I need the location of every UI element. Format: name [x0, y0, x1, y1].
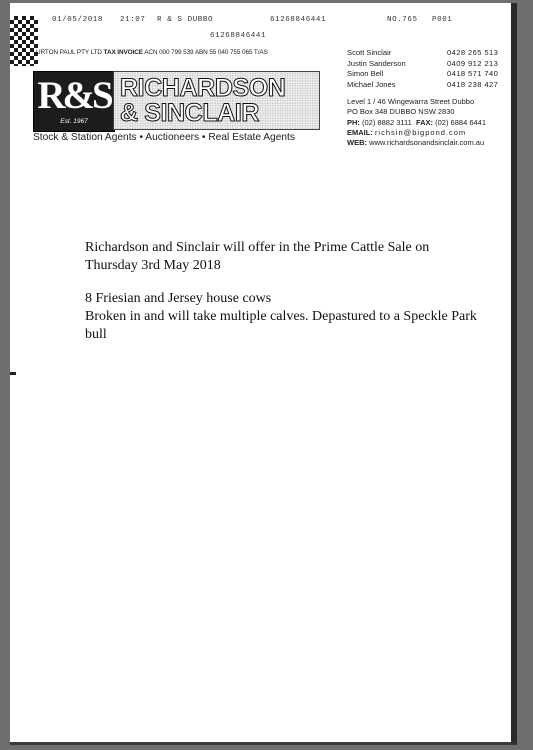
company-tagline: Stock & Station Agents • Auctioneers • Real Estate Agents [33, 132, 295, 143]
company-acn-abn: ACN 000 799 539 ABN 55 040 755 065 T/AS [144, 49, 268, 56]
fax-sender: R & S DUBBO [157, 16, 214, 24]
cattle-description [85, 290, 485, 344]
fax-transmission-header [52, 16, 492, 28]
contact-phone: 0409 912 213 [447, 58, 499, 68]
fax-label: FAX: [415, 117, 434, 127]
phone-fax-line [347, 118, 486, 128]
web-label: WEB: [347, 138, 367, 148]
address-po-box: PO Box 348 DUBBO NSW 2830 [347, 107, 455, 117]
phone-value: (02) 8882 3111 [362, 117, 412, 127]
web-value: www.richardsonandsinclair.com.au [369, 138, 485, 148]
wordmark-sinclair: & SINCLAIR [120, 99, 260, 127]
contact-row [347, 80, 509, 91]
fax-date: 01/05/2018 [52, 16, 104, 24]
company-wordmark [113, 71, 320, 130]
contact-name: Scott Sinclair [347, 48, 392, 57]
phone-label: PH: [347, 117, 360, 127]
email-value: richsin@bigpond.com [374, 127, 467, 137]
letter-body [85, 239, 485, 359]
fax-page-p: P001 [432, 16, 453, 24]
logo-established: Est. 1967 [60, 118, 88, 125]
cattle-details-line: Broken in and will take multiple calves. Depastured to a Speckle Park bull [85, 309, 477, 342]
wordmark-richardson: RICHARDSON [120, 74, 286, 102]
sale-announcement: Richardson and Sinclair will offer in the Prime Cattle Sale on Thursday 3rd May 2018 [85, 240, 430, 273]
company-name: URTON PAUL PTY LTD [36, 49, 102, 56]
contact-row [347, 59, 509, 70]
fax-number: 61268846441 [270, 16, 327, 24]
rs-logo [33, 71, 115, 132]
contact-name: Michael Jones [347, 79, 396, 89]
contact-list [347, 48, 509, 90]
address-street: Level 1 / 46 Wingewarra Street Dubbo [347, 97, 475, 106]
logo-monogram: R&S [37, 74, 111, 117]
web-line [347, 138, 486, 148]
fax-scan-mark [10, 372, 16, 375]
fax-number-secondary: 61268846441 [210, 32, 267, 40]
fax-time: 21:07 [120, 16, 146, 24]
fax-value: (02) 6884 6441 [435, 117, 487, 127]
fax-page-no: NO.765 [387, 16, 418, 24]
fax-checker-pattern [10, 16, 38, 66]
email-label: EMAIL: [347, 127, 373, 137]
company-registration-line [36, 49, 268, 56]
contact-row [347, 48, 509, 59]
contact-name: Justin Sanderson [347, 58, 406, 68]
contact-phone: 0418 238 427 [447, 79, 499, 89]
fax-page [10, 3, 517, 745]
contact-name: Simon Bell [347, 69, 384, 78]
contact-phone: 0428 265 513 [447, 48, 499, 57]
address-block [347, 97, 486, 148]
email-line [347, 128, 486, 138]
contact-phone: 0418 571 740 [447, 69, 499, 78]
tax-invoice-label: TAX INVOICE [103, 49, 143, 56]
contact-row [347, 69, 509, 80]
cattle-count-line: 8 Friesian and Jersey house cows [85, 291, 272, 306]
